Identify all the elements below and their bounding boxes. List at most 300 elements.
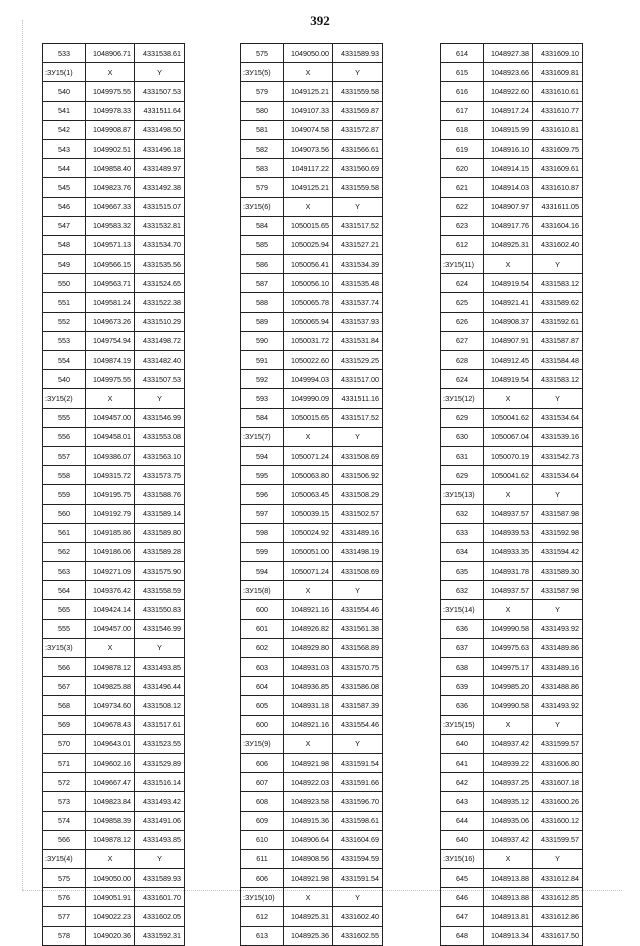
x-coordinate: 1049602.16 [86, 753, 135, 772]
x-header: X [284, 581, 333, 600]
parcel-header-row [241, 197, 383, 216]
x-header: X [484, 389, 533, 408]
y-coordinate: 4331524.65 [135, 274, 185, 293]
x-header: X [284, 197, 333, 216]
point-number: 610 [241, 830, 284, 849]
table-row [43, 120, 185, 139]
x-coordinate: 1048907.97 [484, 197, 533, 216]
point-number: 632 [441, 504, 484, 523]
x-coordinate: 1050063.45 [284, 485, 333, 504]
point-number: 622 [441, 197, 484, 216]
table-row [441, 542, 583, 561]
x-coordinate: 1049185.86 [86, 523, 135, 542]
point-number: 612 [241, 907, 284, 926]
x-coordinate: 1050025.94 [284, 235, 333, 254]
y-coordinate: 4331610.61 [533, 82, 583, 101]
point-number: 619 [441, 139, 484, 158]
point-number: 574 [43, 811, 86, 830]
y-coordinate: 4331508.29 [333, 485, 383, 504]
y-coordinate: 4331496.18 [135, 139, 185, 158]
point-number: 633 [441, 523, 484, 542]
y-coordinate: 4331511.64 [135, 101, 185, 120]
table-row [441, 830, 583, 849]
y-coordinate: 4331534.64 [533, 466, 583, 485]
table-row [43, 600, 185, 619]
y-coordinate: 4331534.70 [135, 235, 185, 254]
y-header: Y [533, 255, 583, 274]
y-coordinate: 4331554.46 [333, 600, 383, 619]
x-header: X [484, 255, 533, 274]
y-coordinate: 4331515.07 [135, 197, 185, 216]
table-row [241, 542, 383, 561]
y-coordinate: 4331535.56 [135, 255, 185, 274]
point-number: 560 [43, 504, 86, 523]
x-header: X [484, 715, 533, 734]
point-number: 569 [43, 715, 86, 734]
x-coordinate: 1048922.60 [484, 82, 533, 101]
y-header: Y [333, 197, 383, 216]
x-coordinate: 1049985.20 [484, 677, 533, 696]
y-coordinate: 4331587.98 [533, 504, 583, 523]
y-coordinate: 4331516.14 [135, 773, 185, 792]
table-row [43, 677, 185, 696]
y-coordinate: 4331510.29 [135, 312, 185, 331]
table-row [43, 178, 185, 197]
point-number: 589 [241, 312, 284, 331]
table-row [441, 274, 583, 293]
y-header: Y [135, 638, 185, 657]
x-coordinate: 1048937.42 [484, 830, 533, 849]
y-header: Y [533, 849, 583, 868]
y-coordinate: 4331508.69 [333, 562, 383, 581]
y-coordinate: 4331600.12 [533, 811, 583, 830]
y-coordinate: 4331587.39 [333, 696, 383, 715]
point-number: 552 [43, 312, 86, 331]
y-coordinate: 4331491.06 [135, 811, 185, 830]
parcel-label: :ЗУ15(8) [241, 581, 284, 600]
table-row [241, 926, 383, 945]
point-number: 542 [43, 120, 86, 139]
point-number: 612 [441, 235, 484, 254]
y-coordinate: 4331602.40 [333, 907, 383, 926]
table-row [241, 331, 383, 350]
x-coordinate: 1048913.81 [484, 907, 533, 926]
y-coordinate: 4331617.50 [533, 926, 583, 945]
y-coordinate: 4331508.12 [135, 696, 185, 715]
x-coordinate: 1049458.01 [86, 427, 135, 446]
x-coordinate: 1048927.38 [484, 44, 533, 63]
table-row [241, 82, 383, 101]
table-row [43, 619, 185, 638]
table-row [441, 351, 583, 370]
scan-edge-left [22, 20, 24, 890]
table-row [441, 331, 583, 350]
x-coordinate: 1049858.40 [86, 159, 135, 178]
x-coordinate: 1048931.78 [484, 562, 533, 581]
coordinates-table-3 [440, 43, 583, 946]
y-coordinate: 4331563.10 [135, 446, 185, 465]
table-row [441, 446, 583, 465]
x-coordinate: 1049823.84 [86, 792, 135, 811]
point-number: 586 [241, 255, 284, 274]
point-number: 600 [241, 600, 284, 619]
parcel-header-row [441, 600, 583, 619]
x-coordinate: 1048937.42 [484, 734, 533, 753]
parcel-header-row [241, 427, 383, 446]
y-coordinate: 4331602.40 [533, 235, 583, 254]
point-number: 588 [241, 293, 284, 312]
x-coordinate: 1048935.06 [484, 811, 533, 830]
x-coordinate: 1049457.00 [86, 408, 135, 427]
point-number: 576 [43, 888, 86, 907]
y-coordinate: 4331587.98 [533, 581, 583, 600]
point-number: 551 [43, 293, 86, 312]
x-coordinate: 1049754.94 [86, 331, 135, 350]
x-header: X [484, 849, 533, 868]
point-number: 608 [241, 792, 284, 811]
point-number: 563 [43, 562, 86, 581]
x-coordinate: 1049583.32 [86, 216, 135, 235]
point-number: 577 [43, 907, 86, 926]
point-number: 583 [241, 159, 284, 178]
table-row [43, 370, 185, 389]
y-coordinate: 4331601.70 [135, 888, 185, 907]
x-coordinate: 1050024.92 [284, 523, 333, 542]
parcel-header-row [43, 849, 185, 868]
table-row [441, 312, 583, 331]
x-coordinate: 1048939.53 [484, 523, 533, 542]
point-number: 567 [43, 677, 86, 696]
table-row [441, 197, 583, 216]
table-row [441, 466, 583, 485]
x-coordinate: 1049125.21 [284, 178, 333, 197]
y-coordinate: 4331560.69 [333, 159, 383, 178]
x-coordinate: 1049902.51 [86, 139, 135, 158]
x-coordinate: 1050015.65 [284, 408, 333, 427]
parcel-header-row [43, 389, 185, 408]
table-row [241, 120, 383, 139]
table-row [43, 216, 185, 235]
table-row [43, 811, 185, 830]
table-row [441, 178, 583, 197]
table-row [43, 542, 185, 561]
x-header: X [284, 63, 333, 82]
point-number: 644 [441, 811, 484, 830]
y-coordinate: 4331537.93 [333, 312, 383, 331]
table-row [43, 830, 185, 849]
table-row [241, 44, 383, 63]
point-number: 635 [441, 562, 484, 581]
x-coordinate: 1050041.62 [484, 408, 533, 427]
point-number: 614 [441, 44, 484, 63]
table-row [241, 677, 383, 696]
table-row [441, 907, 583, 926]
x-coordinate: 1050031.72 [284, 331, 333, 350]
x-header: X [86, 389, 135, 408]
x-coordinate: 1048925.36 [284, 926, 333, 945]
x-coordinate: 1049051.91 [86, 888, 135, 907]
table-row [43, 869, 185, 888]
table-row [43, 159, 185, 178]
table-row [441, 888, 583, 907]
point-number: 638 [441, 658, 484, 677]
table-row [441, 44, 583, 63]
y-coordinate: 4331493.92 [533, 619, 583, 638]
y-coordinate: 4331498.72 [135, 331, 185, 350]
table-row [441, 293, 583, 312]
y-coordinate: 4331612.86 [533, 907, 583, 926]
y-coordinate: 4331546.99 [135, 619, 185, 638]
table-row [43, 408, 185, 427]
y-coordinate: 4331534.64 [533, 408, 583, 427]
y-coordinate: 4331588.76 [135, 485, 185, 504]
y-coordinate: 4331602.05 [135, 907, 185, 926]
y-header: Y [533, 715, 583, 734]
point-number: 641 [441, 753, 484, 772]
x-coordinate: 1048926.82 [284, 619, 333, 638]
point-number: 554 [43, 351, 86, 370]
point-number: 592 [241, 370, 284, 389]
point-number: 591 [241, 351, 284, 370]
x-coordinate: 1049643.01 [86, 734, 135, 753]
x-coordinate: 1049908.87 [86, 120, 135, 139]
x-coordinate: 1049994.03 [284, 370, 333, 389]
parcel-label: :ЗУ15(7) [241, 427, 284, 446]
y-coordinate: 4331610.87 [533, 178, 583, 197]
parcel-header-row [441, 255, 583, 274]
parcel-label: :ЗУ15(6) [241, 197, 284, 216]
table-row [43, 715, 185, 734]
parcel-header-row [441, 849, 583, 868]
table-row [441, 139, 583, 158]
point-number: 636 [441, 619, 484, 638]
point-number: 646 [441, 888, 484, 907]
x-coordinate: 1050065.78 [284, 293, 333, 312]
table-row [241, 849, 383, 868]
point-number: 629 [441, 466, 484, 485]
parcel-label: :ЗУ15(15) [441, 715, 484, 734]
x-header: X [284, 427, 333, 446]
x-coordinate: 1050051.00 [284, 542, 333, 561]
y-coordinate: 4331537.74 [333, 293, 383, 312]
table-row [441, 216, 583, 235]
table-row [241, 907, 383, 926]
x-coordinate: 1049050.00 [284, 44, 333, 63]
parcel-header-row [241, 734, 383, 753]
point-number: 541 [43, 101, 86, 120]
parcel-label: :ЗУ15(16) [441, 849, 484, 868]
table-row [43, 44, 185, 63]
x-coordinate: 1049878.12 [86, 658, 135, 677]
point-number: 629 [441, 408, 484, 427]
point-number: 548 [43, 235, 86, 254]
point-number: 590 [241, 331, 284, 350]
table-row [241, 274, 383, 293]
coordinates-table-1 [42, 43, 185, 946]
x-coordinate: 1048913.34 [484, 926, 533, 945]
parcel-label: :ЗУ15(14) [441, 600, 484, 619]
x-coordinate: 1049823.76 [86, 178, 135, 197]
table-row [241, 600, 383, 619]
y-coordinate: 4331492.38 [135, 178, 185, 197]
x-coordinate: 1049125.21 [284, 82, 333, 101]
x-coordinate: 1048921.16 [284, 600, 333, 619]
y-coordinate: 4331589.28 [135, 542, 185, 561]
x-coordinate: 1049022.23 [86, 907, 135, 926]
x-coordinate: 1050056.10 [284, 274, 333, 293]
table-row [241, 619, 383, 638]
point-number: 637 [441, 638, 484, 657]
point-number: 605 [241, 696, 284, 715]
table-row [43, 888, 185, 907]
table-row [43, 274, 185, 293]
point-number: 600 [241, 715, 284, 734]
y-coordinate: 4331572.87 [333, 120, 383, 139]
y-coordinate: 4331493.42 [135, 792, 185, 811]
table-row [441, 408, 583, 427]
x-coordinate: 1048921.98 [284, 753, 333, 772]
table-row [441, 504, 583, 523]
y-coordinate: 4331610.81 [533, 120, 583, 139]
x-coordinate: 1049975.55 [86, 82, 135, 101]
x-header: X [86, 849, 135, 868]
point-number: 642 [441, 773, 484, 792]
y-coordinate: 4331508.69 [333, 446, 383, 465]
point-number: 603 [241, 658, 284, 677]
table-row [43, 658, 185, 677]
y-coordinate: 4331498.50 [135, 120, 185, 139]
point-number: 647 [441, 907, 484, 926]
point-number: 596 [241, 485, 284, 504]
y-coordinate: 4331573.75 [135, 466, 185, 485]
y-coordinate: 4331496.44 [135, 677, 185, 696]
y-coordinate: 4331553.08 [135, 427, 185, 446]
y-header: Y [135, 849, 185, 868]
table-row [241, 466, 383, 485]
x-coordinate: 1050015.65 [284, 216, 333, 235]
y-coordinate: 4331586.08 [333, 677, 383, 696]
x-header: X [86, 63, 135, 82]
x-coordinate: 1049020.36 [86, 926, 135, 945]
x-coordinate: 1050022.60 [284, 351, 333, 370]
y-header: Y [135, 63, 185, 82]
y-coordinate: 4331589.14 [135, 504, 185, 523]
y-header: Y [333, 581, 383, 600]
point-number: 625 [441, 293, 484, 312]
y-coordinate: 4331612.84 [533, 869, 583, 888]
table-row [441, 773, 583, 792]
y-coordinate: 4331517.52 [333, 408, 383, 427]
point-number: 556 [43, 427, 86, 446]
x-coordinate: 1049975.55 [86, 370, 135, 389]
x-coordinate: 1048906.71 [86, 44, 135, 63]
y-coordinate: 4331609.61 [533, 159, 583, 178]
point-number: 540 [43, 370, 86, 389]
point-number: 628 [441, 351, 484, 370]
x-coordinate: 1049073.56 [284, 139, 333, 158]
x-coordinate: 1049563.71 [86, 274, 135, 293]
y-header: Y [333, 888, 383, 907]
x-coordinate: 1049424.14 [86, 600, 135, 619]
y-coordinate: 4331493.92 [533, 696, 583, 715]
x-coordinate: 1049050.00 [86, 869, 135, 888]
table-row [441, 562, 583, 581]
x-coordinate: 1049581.24 [86, 293, 135, 312]
point-number: 627 [441, 331, 484, 350]
table-row [241, 408, 383, 427]
parcel-header-row [43, 638, 185, 657]
x-coordinate: 1048914.15 [484, 159, 533, 178]
point-number: 553 [43, 331, 86, 350]
point-number: 602 [241, 638, 284, 657]
y-coordinate: 4331592.31 [135, 926, 185, 945]
y-coordinate: 4331604.16 [533, 216, 583, 235]
point-number: 581 [241, 120, 284, 139]
y-coordinate: 4331489.97 [135, 159, 185, 178]
x-coordinate: 1049271.09 [86, 562, 135, 581]
parcel-header-row [241, 888, 383, 907]
y-coordinate: 4331569.87 [333, 101, 383, 120]
table-row [241, 446, 383, 465]
x-coordinate: 1049990.58 [484, 696, 533, 715]
x-coordinate: 1048908.56 [284, 849, 333, 868]
point-number: 562 [43, 542, 86, 561]
x-coordinate: 1050041.62 [484, 466, 533, 485]
x-coordinate: 1049874.19 [86, 351, 135, 370]
y-coordinate: 4331592.98 [533, 523, 583, 542]
x-coordinate: 1048922.03 [284, 773, 333, 792]
y-coordinate: 4331506.92 [333, 466, 383, 485]
point-number: 632 [441, 581, 484, 600]
table-row [241, 485, 383, 504]
point-number: 609 [241, 811, 284, 830]
point-number: 626 [441, 312, 484, 331]
point-number: 616 [441, 82, 484, 101]
x-coordinate: 1049734.60 [86, 696, 135, 715]
point-number: 582 [241, 139, 284, 158]
x-coordinate: 1048937.25 [484, 773, 533, 792]
x-coordinate: 1048921.98 [284, 869, 333, 888]
x-coordinate: 1048939.22 [484, 753, 533, 772]
table-row [241, 773, 383, 792]
table-row [441, 235, 583, 254]
y-coordinate: 4331517.52 [333, 216, 383, 235]
parcel-label: :ЗУ15(4) [43, 849, 86, 868]
point-number: 624 [441, 274, 484, 293]
y-coordinate: 4331589.30 [533, 562, 583, 581]
point-number: 566 [43, 830, 86, 849]
table-row [441, 427, 583, 446]
x-coordinate: 1050071.24 [284, 446, 333, 465]
y-coordinate: 4331568.89 [333, 638, 383, 657]
point-number: 584 [241, 408, 284, 427]
y-header: Y [135, 389, 185, 408]
parcel-label: :ЗУ15(1) [43, 63, 86, 82]
table-row [241, 235, 383, 254]
table-row [441, 696, 583, 715]
table-row [241, 216, 383, 235]
x-coordinate: 1049195.75 [86, 485, 135, 504]
point-number: 606 [241, 869, 284, 888]
y-coordinate: 4331609.75 [533, 139, 583, 158]
table-row [43, 82, 185, 101]
y-header: Y [533, 485, 583, 504]
y-coordinate: 4331538.61 [135, 44, 185, 63]
x-coordinate: 1048921.16 [284, 715, 333, 734]
x-coordinate: 1049457.00 [86, 619, 135, 638]
x-coordinate: 1049825.88 [86, 677, 135, 696]
table-row [441, 658, 583, 677]
